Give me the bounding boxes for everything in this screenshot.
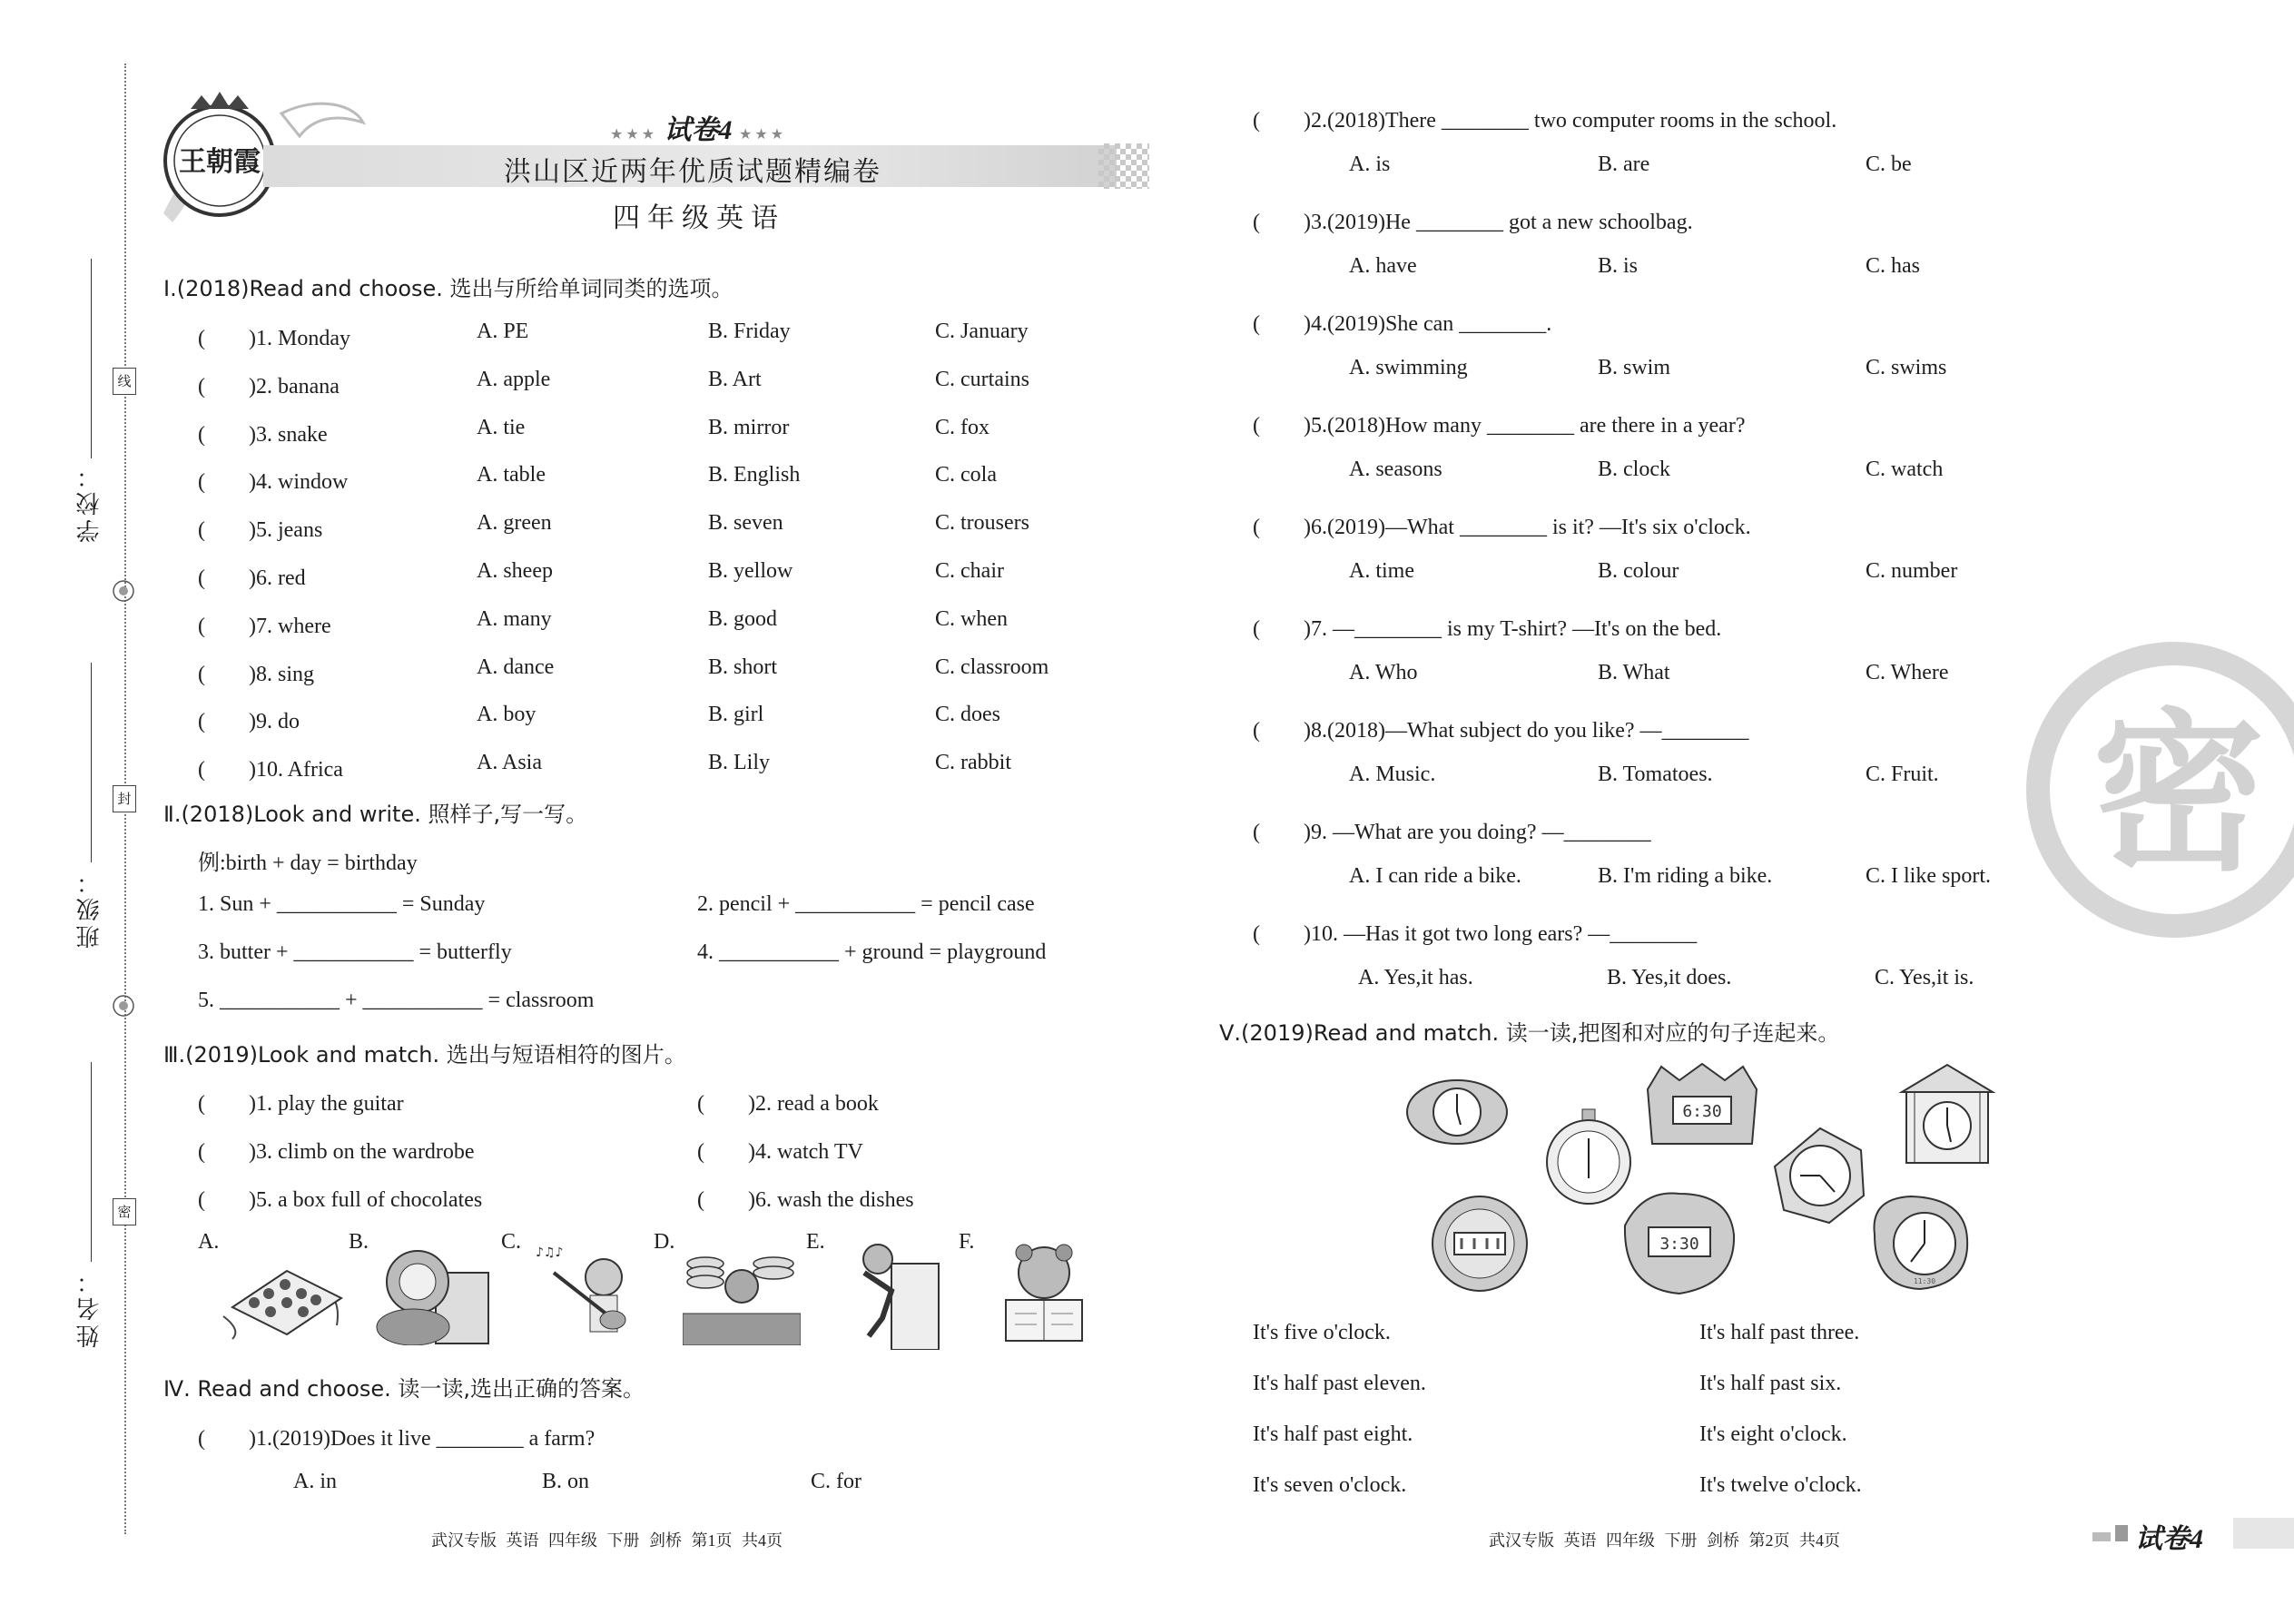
option-a[interactable]: A. is [1349,153,1391,176]
clock-8-digits: 11:30 [1913,1277,1936,1285]
footer-page-2: 武汉专版 英语 四年级 下册 剑桥 第2页 共4页 [1489,1531,1840,1550]
question-4-7[interactable]: ( )7. —________ is my T-shirt? —It's on the bed. [1253,617,1722,641]
option-c[interactable]: C. cola [935,463,997,487]
option-c[interactable]: C. I like sport. [1866,864,1991,888]
option-c[interactable]: C. Where [1866,661,1949,684]
option-a[interactable]: A. dance [477,655,555,679]
clock-1 [1407,1080,1507,1144]
secret-seal-watermark [2020,635,2294,944]
picture-label-c: C. [501,1230,522,1254]
section3-heading: Ⅲ.(2019)Look and match. 选出与短语相符的图片。 [163,1042,686,1068]
chocolate-box-picture[interactable] [214,1244,350,1343]
option-a[interactable]: A. Yes,it has. [1358,966,1473,989]
option-b[interactable]: B. What [1598,661,1670,684]
match-item[interactable]: ( )2. read a book [697,1092,879,1116]
option-b[interactable]: B. Art [708,367,762,391]
option-a[interactable]: A. green [477,511,552,536]
page-subtitle: 四年级英语 [613,202,785,234]
clock-2 [1547,1109,1630,1204]
option-b[interactable]: B. mirror [708,415,790,439]
time-sentence-right[interactable]: It's eight o'clock. [1699,1422,1847,1446]
clock-3 [1648,1064,1757,1144]
option-c[interactable]: C. curtains [935,367,1029,391]
question-1-10[interactable]: ( )10. Africa [198,758,343,782]
option-c[interactable]: C. does [935,703,1000,727]
option-a[interactable]: A. time [1349,559,1414,583]
question-1-9[interactable]: ( )9. do [198,710,300,734]
option-c[interactable]: C. rabbit [935,751,1011,775]
option-c[interactable]: C. for [811,1470,861,1493]
option-a[interactable]: A. in [293,1470,337,1493]
option-b[interactable]: B. colour [1598,559,1679,583]
binding-mark-line: 线 [113,368,136,395]
clock-7-digits: 3:30 [1659,1235,1699,1254]
binding-mark-seal: 封 [113,785,136,812]
time-sentence-right[interactable]: It's twelve o'clock. [1699,1473,1862,1497]
option-b[interactable]: B. seven [708,511,783,536]
dishes-picture[interactable] [683,1236,801,1345]
question-4-2[interactable]: ( )2.(2018)There ________ two computer rooms in the school. [1253,109,1837,133]
option-b[interactable]: B. Yes,it does. [1607,966,1732,989]
option-b[interactable]: B. I'm riding a bike. [1598,864,1773,888]
option-a[interactable]: A. many [477,606,552,631]
page-title: 洪山区近两年优质试题精编卷 [504,156,881,188]
option-b[interactable]: B. yellow [708,559,793,583]
option-c[interactable]: C. swims [1866,356,1947,379]
option-a[interactable]: A. tie [477,415,526,439]
time-sentence-left[interactable]: It's half past eleven. [1253,1372,1426,1395]
option-b[interactable]: B. clock [1598,458,1670,481]
section2-heading: Ⅱ.(2018)Look and write. 照样子,写一写。 [163,802,588,827]
match-item[interactable]: ( )4. watch TV [697,1140,863,1164]
option-a[interactable]: A. apple [477,367,551,391]
question-4-1[interactable]: ( )1.(2019)Does it live ________ a farm? [198,1427,596,1451]
option-c[interactable]: C. number [1866,559,1958,583]
lion-tv-picture[interactable] [372,1236,490,1345]
option-a[interactable]: A. swimming [1349,356,1468,379]
tag-bar [2233,1518,2294,1549]
wardrobe-climber-picture[interactable] [837,1236,941,1350]
question-4-6[interactable]: ( )6.(2019)—What ________ is it? —It's six o'clock. [1253,516,1751,539]
option-a[interactable]: A. table [477,463,546,487]
paper-number [610,107,786,147]
option-b[interactable]: B. Friday [708,320,791,343]
option-b[interactable]: B. good [708,606,778,631]
svg-text:♪♫♪: ♪♫♪ [536,1245,564,1260]
paper-tag: 试卷4 [2135,1524,2203,1554]
class-label: 班级： [76,867,103,949]
option-c[interactable]: C. watch [1866,458,1944,481]
option-a[interactable]: A. seasons [1349,458,1442,481]
stars-right: ★★★ [739,127,787,143]
tag-decoration [2092,1532,2111,1541]
option-c[interactable]: C. classroom [935,655,1049,679]
picture-label-b: B. [349,1230,369,1254]
option-a[interactable]: A. sheep [477,559,553,583]
time-sentence-right[interactable]: It's half past six. [1699,1372,1842,1395]
question-1-3[interactable]: ( )3. snake [198,422,328,447]
stars-left: ★★★ [610,127,658,143]
option-c[interactable]: C. when [935,606,1008,631]
option-b[interactable]: B. is [1598,254,1639,278]
clocks-picture [1403,1062,2002,1307]
time-sentence-left[interactable]: It's five o'clock. [1253,1321,1391,1344]
option-a[interactable]: A. boy [477,703,537,727]
binding-mark-secret: 密 [113,1198,136,1225]
section4-heading: Ⅳ. Read and choose. 读一读,选出正确的答案。 [163,1376,645,1402]
option-b[interactable]: B. girl [708,703,764,727]
question-1-6[interactable]: ( )6. red [198,566,306,590]
question-4-3[interactable]: ( )3.(2019)He ________ got a new schoolbag. [1253,211,1693,234]
section5-heading: Ⅴ.(2019)Read and match. 读一读,把图和对应的句子连起来。 [1219,1020,1840,1046]
binding-seal-icon [112,579,135,603]
option-b[interactable]: B. short [708,655,778,679]
school-field[interactable] [91,259,92,458]
question-4-5[interactable]: ( )5.(2018)How many ________ are there in a year? [1253,414,1746,438]
time-sentence-right[interactable]: It's half past three. [1699,1321,1860,1344]
clock-8 [1875,1196,1968,1289]
picture-label-d: D. [654,1230,675,1254]
option-c[interactable]: C. Fruit. [1866,763,1939,786]
picture-label-e: E. [806,1230,825,1254]
clock-7 [1625,1193,1734,1294]
fill-item[interactable]: 2. pencil + ___________ = pencil case [697,892,1035,916]
footer-page-1: 武汉专版 英语 四年级 下册 剑桥 第1页 共4页 [431,1531,783,1550]
picture-label-f: F. [959,1230,975,1254]
name-label: 姓名： [76,1266,103,1348]
option-a[interactable]: A. I can ride a bike. [1349,864,1521,888]
banner-checker-decoration [1098,143,1149,189]
option-b[interactable]: B. on [542,1470,590,1493]
option-a[interactable]: A. Asia [477,751,542,775]
section1-heading: Ⅰ.(2018)Read and choose. 选出与所给单词同类的选项。 [163,276,733,301]
fill-item[interactable]: 3. butter + ___________ = butterfly [198,940,512,964]
question-1-2[interactable]: ( )2. banana [198,374,340,399]
option-a[interactable]: A. PE [477,320,529,343]
question-1-7[interactable]: ( )7. where [198,614,331,638]
question-4-9[interactable]: ( )9. —What are you doing? —________ [1253,821,1651,844]
option-c[interactable]: C. be [1866,153,1912,176]
picture-label-a: A. [198,1230,220,1254]
brand-text: 王朝霞 [179,146,261,178]
paper-no-text: 试卷4 [664,115,733,145]
option-a[interactable]: A. Music. [1349,763,1436,786]
option-a[interactable]: A. have [1349,254,1417,278]
binding-seal-icon [112,994,135,1018]
clock-5 [1902,1065,1993,1163]
clock-6 [1433,1196,1527,1291]
option-b[interactable]: B. swim [1598,356,1671,379]
fill-item[interactable]: 4. ___________ + ground = playground [697,940,1047,964]
guitar-player-picture[interactable] [527,1236,645,1345]
option-b[interactable]: B. Tomatoes. [1598,763,1713,786]
class-field[interactable] [91,663,92,862]
option-c[interactable]: C. fox [935,415,989,439]
clock-4 [1775,1128,1864,1223]
match-item[interactable]: ( )6. wash the dishes [697,1188,914,1212]
seal-char: 密 [2092,694,2266,894]
option-b[interactable]: B. are [1598,153,1650,176]
option-a[interactable]: A. Who [1349,661,1418,684]
question-1-1[interactable]: ( )1. Monday [198,327,350,350]
clock-3-digits: 6:30 [1682,1102,1722,1121]
time-sentence-left[interactable]: It's half past eight. [1253,1422,1413,1446]
option-c[interactable]: C. chair [935,559,1004,583]
option-b[interactable]: B. English [708,463,801,487]
question-4-4[interactable]: ( )4.(2019)She can ________. [1253,312,1552,336]
bear-reading-picture[interactable] [989,1236,1098,1345]
match-item[interactable]: ( )3. climb on the wardrobe [198,1140,475,1164]
time-sentence-left[interactable]: It's seven o'clock. [1253,1473,1407,1497]
option-c[interactable]: C. trousers [935,511,1029,536]
fill-item[interactable]: 5. ___________ + ___________ = classroom [198,989,595,1012]
question-4-10[interactable]: ( )10. —Has it got two long ears? —________ [1253,922,1698,946]
option-b[interactable]: B. Lily [708,751,771,775]
option-c[interactable]: C. January [935,320,1029,343]
match-item[interactable]: ( )5. a box full of chocolates [198,1188,483,1212]
question-1-5[interactable]: ( )5. jeans [198,518,323,543]
fill-item[interactable]: 1. Sun + ___________ = Sunday [198,892,486,916]
school-label: 学校： [76,461,103,543]
option-c[interactable]: C. Yes,it is. [1875,966,1974,989]
match-item[interactable]: ( )1. play the guitar [198,1092,404,1116]
tag-decoration [2115,1525,2128,1541]
option-c[interactable]: C. has [1866,254,1920,278]
section2-example: 例:birth + day = birthday [198,851,418,875]
question-4-8[interactable]: ( )8.(2018)—What subject do you like? —________ [1253,719,1749,743]
name-field[interactable] [91,1062,92,1262]
question-1-4[interactable]: ( )4. window [198,470,349,495]
question-1-8[interactable]: ( )8. sing [198,662,314,686]
